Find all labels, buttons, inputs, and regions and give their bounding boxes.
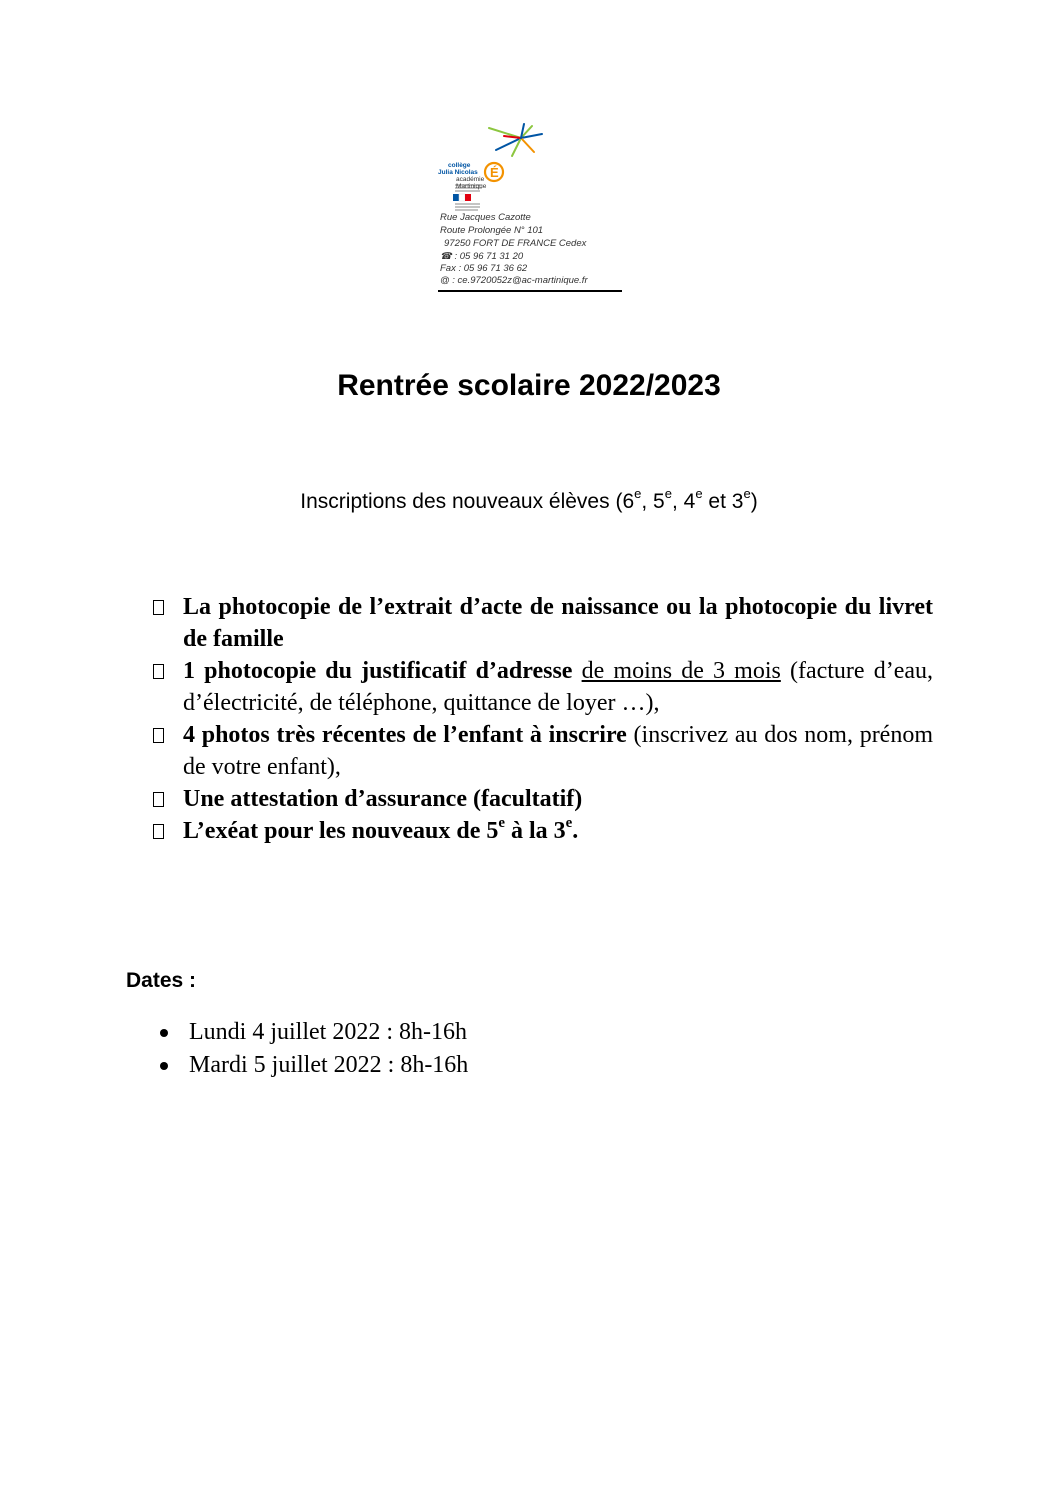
date-item bbox=[158, 1049, 468, 1082]
checkbox-icon bbox=[153, 824, 164, 839]
logo-text-line: collège bbox=[448, 162, 471, 169]
date-item bbox=[158, 1016, 468, 1049]
superscript: e bbox=[743, 486, 751, 502]
bullet-icon bbox=[160, 1029, 168, 1037]
requirement-bold-text: Une attestation d’assurance (facultatif) bbox=[183, 786, 583, 812]
subtitle-text: ) bbox=[750, 490, 758, 513]
logo-text-line: académie bbox=[456, 176, 485, 183]
requirement-bold-text: à la 3 bbox=[504, 818, 566, 844]
requirement-item bbox=[150, 815, 933, 847]
requirement-item bbox=[150, 655, 933, 719]
subtitle-text: Inscriptions des nouveaux élèves (6 bbox=[300, 490, 635, 513]
requirement-text: (inscrivez au dos nom, prénom de votre enfant), bbox=[183, 722, 934, 780]
address-line: Rue Jacques Cazotte bbox=[440, 212, 531, 223]
page-subtitle bbox=[0, 487, 1058, 517]
fax-line: Fax : 05 96 71 36 62 bbox=[440, 263, 528, 274]
page-title: Rentrée scolaire 2022/2023 bbox=[337, 369, 721, 402]
logo-wordmark bbox=[426, 162, 486, 190]
checkbox-icon bbox=[153, 728, 164, 743]
superscript: e bbox=[664, 486, 672, 502]
checkbox-icon bbox=[153, 792, 164, 807]
requirement-underlined-text: de moins de 3 mois bbox=[581, 658, 781, 684]
requirement-bold-text: . bbox=[572, 818, 579, 844]
checkbox-icon bbox=[153, 600, 164, 615]
address-line: 97250 FORT DE FRANCE Cedex bbox=[444, 238, 587, 249]
checkbox-icon bbox=[153, 664, 164, 679]
superscript: e bbox=[634, 486, 642, 502]
svg-text:É: É bbox=[490, 165, 499, 180]
superscript: e bbox=[498, 814, 505, 831]
logo-text-line: Martinique bbox=[456, 183, 487, 190]
address-line: Route Prolongée N° 101 bbox=[440, 225, 544, 236]
school-logo bbox=[424, 122, 548, 218]
requirement-bold-text: La photocopie de l’extrait d’acte de naissance ou la photocopie du livret de famille bbox=[183, 594, 933, 652]
phone-line: ☎ : 05 96 71 31 20 bbox=[440, 251, 524, 262]
subtitle-text: , 5 bbox=[641, 490, 665, 513]
requirement-item bbox=[150, 591, 933, 655]
requirements-list bbox=[150, 591, 933, 847]
subtitle-text: , 4 bbox=[671, 490, 696, 513]
date-text: Mardi 5 juillet 2022 : 8h-16h bbox=[189, 1052, 469, 1078]
address-divider bbox=[438, 290, 622, 292]
dates-heading: Dates : bbox=[126, 969, 197, 992]
logo-text-line: Julia Nicolas bbox=[438, 169, 478, 176]
superscript: e bbox=[565, 814, 573, 831]
superscript: e bbox=[695, 486, 703, 502]
dates-list bbox=[158, 1016, 468, 1082]
subtitle-text: et 3 bbox=[702, 490, 744, 513]
requirement-text: (facture d’eau, d’électricité, de téléphone, quittance de loyer …), bbox=[183, 658, 934, 716]
date-text: Lundi 4 juillet 2022 : 8h-16h bbox=[189, 1019, 467, 1045]
bullet-icon bbox=[160, 1062, 168, 1070]
email-line: @ : ce.9720052z@ac-martinique.fr bbox=[440, 275, 588, 286]
requirement-bold-text: 1 photocopie du justificatif d’adresse bbox=[183, 658, 573, 684]
requirement-bold-text: 4 photos très récentes de l’enfant à inscrire bbox=[183, 722, 627, 748]
requirement-bold-text: L’exéat pour les nouveaux de 5 bbox=[183, 818, 499, 844]
requirement-item bbox=[150, 783, 933, 815]
requirement-item bbox=[150, 719, 933, 783]
